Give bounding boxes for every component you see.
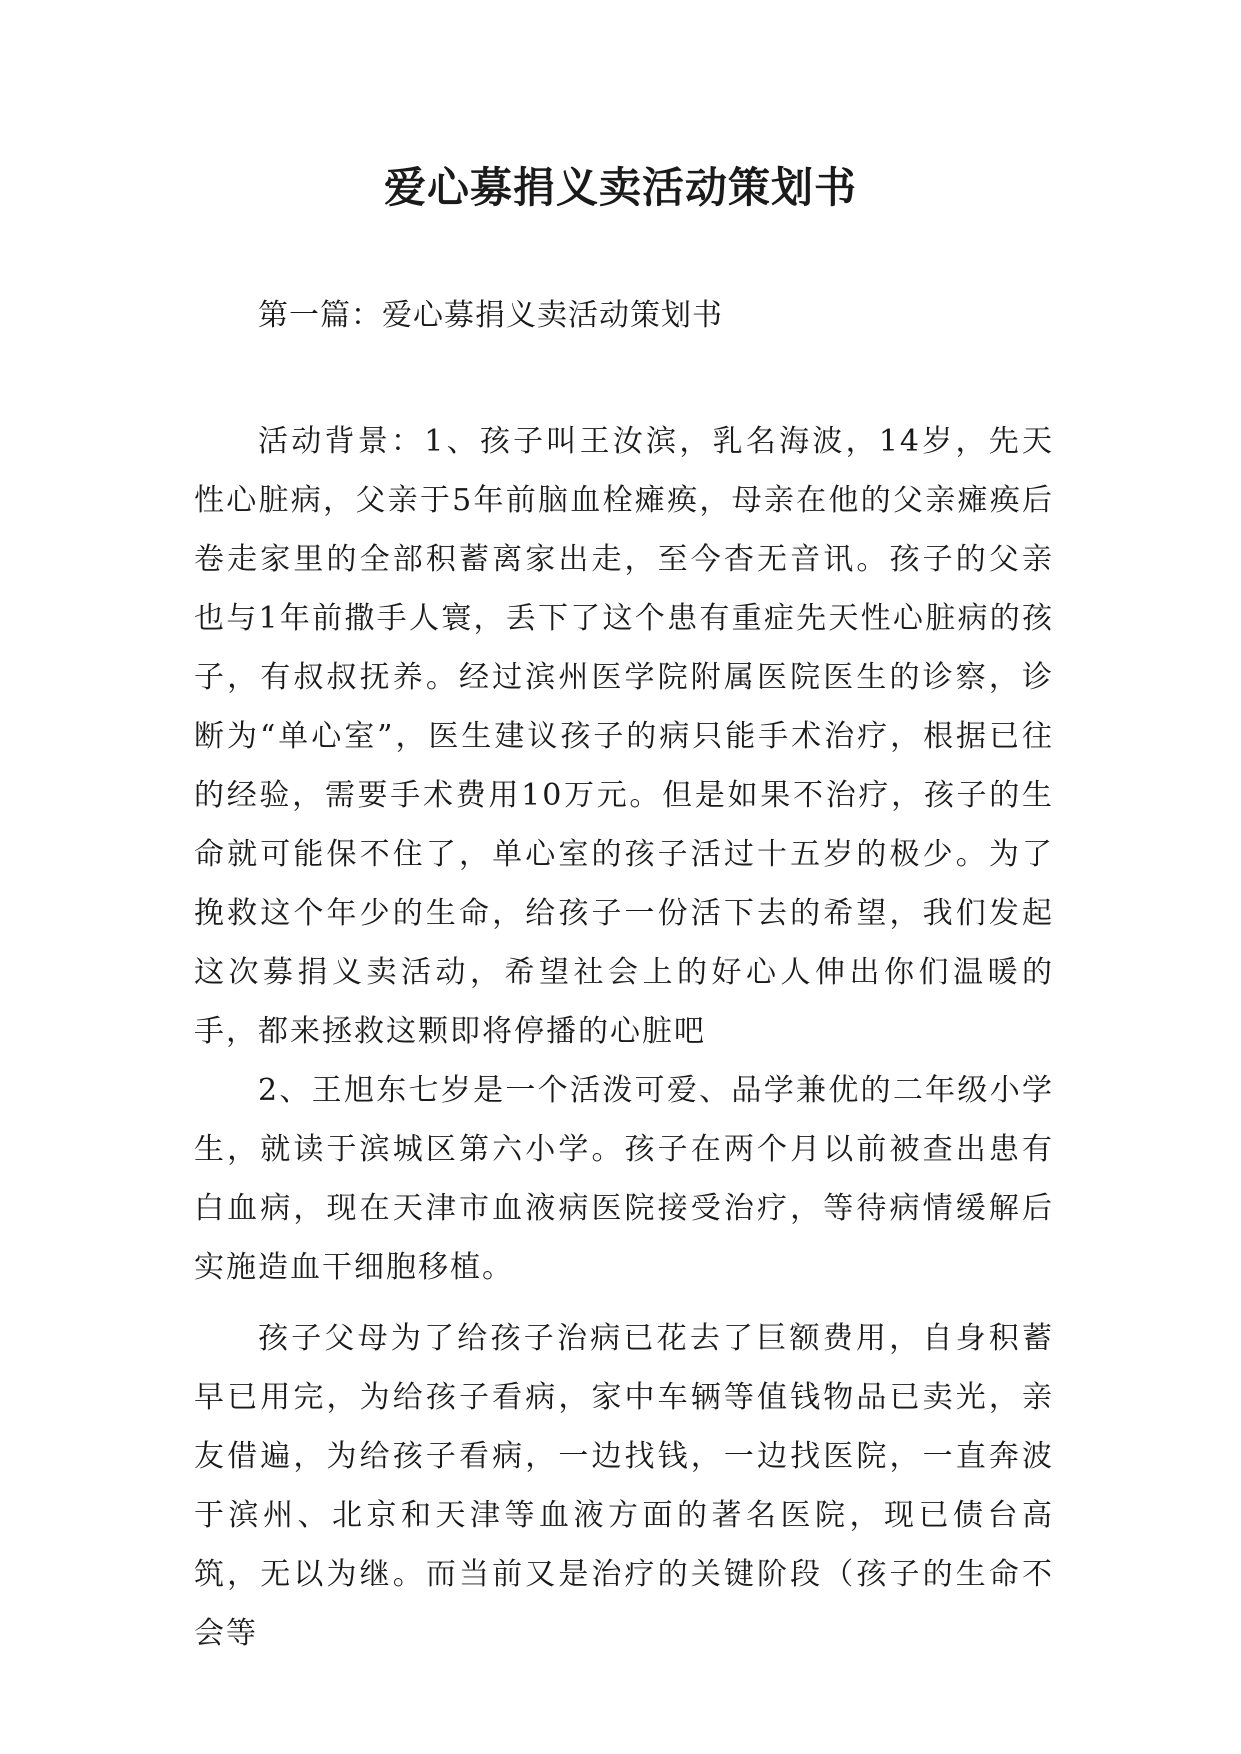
paragraph-case-two: 2、王旭东七岁是一个活泼可爱、品学兼优的二年级小学生，就读于滨城区第六小学。孩子在两个月以前被查出患有白血病，现在天津市血液病医院接受治疗，等待病情缓解后实施造血干细胞移植。 [194,1073,1054,1285]
body-text [194,412,1054,1663]
paragraph-background: 活动背景：1、孩子叫王汝滨，乳名海波，14岁，先天性心脏病，父亲于5年前脑血栓瘫痪，母亲在他的父亲瘫痪后卷走家里的全部积蓄离家出走，至今杳无音讯。孩子的父亲也与1年前撒手人寰，丢下了这个患有重症先天性心脏病的孩子，有叔叔抚养。经过滨州医学院附属医院医生的诊察，诊断为“单心室”，医生建议孩子的病只能手术治疗，根据已往的经验，需要手术费用10万元。但是如果不治疗，孩子的生命就可能保不住了，单心室的孩子活过十五岁的极少。为了挽救这个年少的生命，给孩子一份活下去的希望，我们发起这次募捐义卖活动，希望社会上的好心人伸出你们温暖的手，都来拯救这颗即将停播的心脏吧 [194,424,1054,1049]
paragraph-family-situation: 孩子父母为了给孩子治病已花去了巨额费用，自身积蓄早已用完，为给孩子看病，家中车辆等值钱物品已卖光，亲友借遍，为给孩子看病，一边找钱，一边找医院，一直奔波于滨州、北京和天津等血液方面的著名医院，现已债台高筑，无以为继。而当前又是治疗的关键阶段（孩子的生命不会等 [194,1321,1054,1651]
section-heading: 第一篇：爱心募捐义卖活动策划书 [258,298,723,333]
page-title: 爱心募捐义卖活动策划书 [383,163,857,212]
